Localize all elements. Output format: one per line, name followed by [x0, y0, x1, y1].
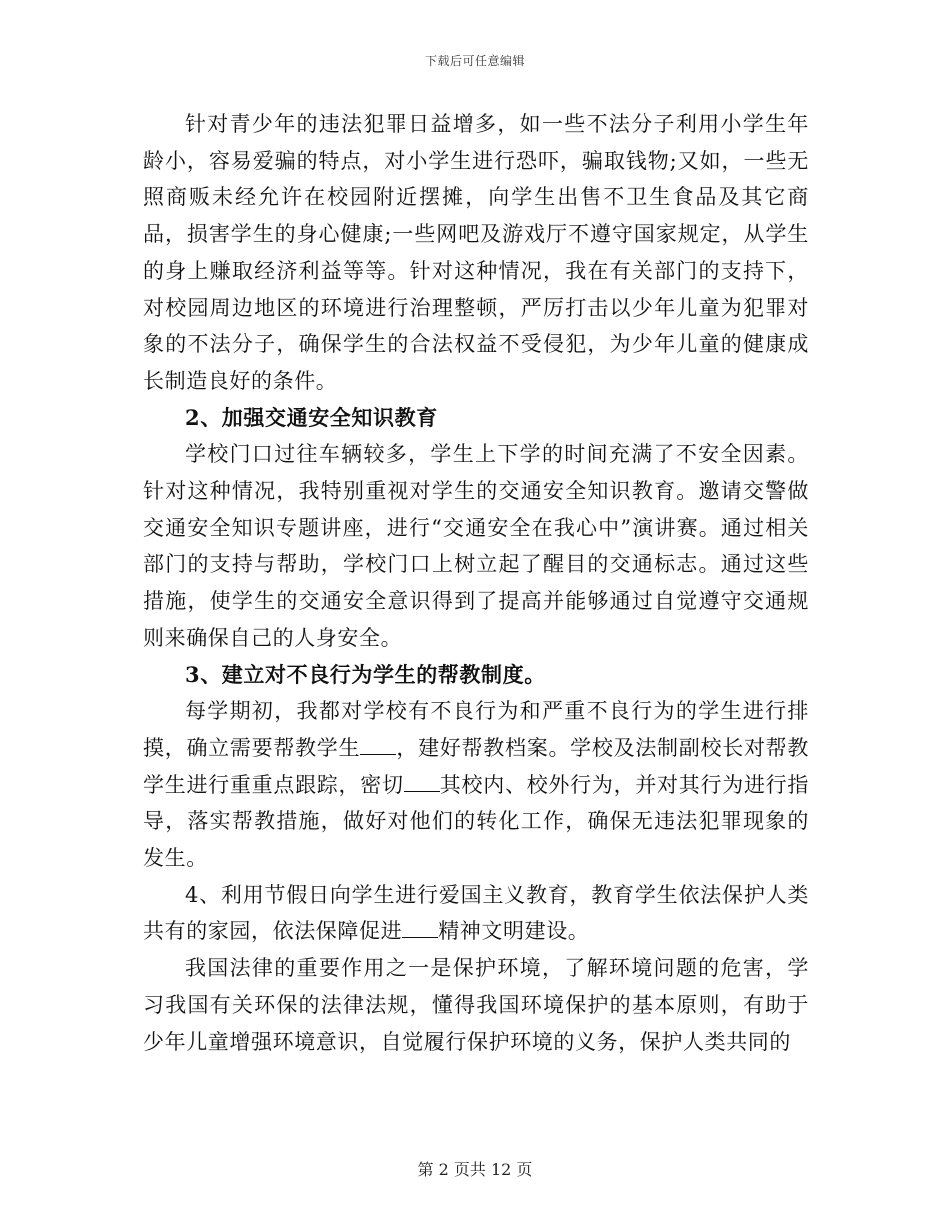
- paragraph-environment-law: 我国法律的重要作用之一是保护环境，了解环境问题的危害，学习我国有关环保的法律法规，懂得我国环境保护的基本原则，有助于少年儿童增强环境意识，自觉履行保护环境的义务，保护人类共同的: [143, 956, 809, 1054]
- paragraph-traffic-safety: 学校门口过往车辆较多，学生上下学的时间充满了不安全因素。针对这种情况，我特别重视对学生的交通安全知识教育。邀请交警做交通安全知识专题讲座，进行“交通安全在我心中”演讲赛。通过相关部门的支持与帮助，学校门口上树立起了醒目的交通标志。通过这些措施，使学生的交通安全意识得到了提高并能够通过自觉遵守交通规则来确保自己的人身安全。: [143, 442, 809, 650]
- paragraph-campus-environment: 针对青少年的违法犯罪日益增多，如一些不法分子利用小学生年龄小，容易爱骗的特点，对小学生进行恐吓，骗取钱物;又如，一些无照商贩未经允许在校园附近摆摊，向学生出售不卫生食品及其它商品，损害学生的身心健康;一些网吧及游戏厅不遵守国家规定，从学生的身上赚取经济利益等等。针对这种情况，我在有关部门的支持下，对校园周边地区的环境进行治理整顿，严厉打击以少年儿童为犯罪对象的不法分子，确保学生的合法权益不受侵犯，为少年儿童的健康成长制造良好的条件。: [143, 112, 809, 393]
- fill-blank: [402, 937, 438, 938]
- section-heading-mentoring-system: 3、建立对不良行为学生的帮教制度。: [185, 661, 546, 687]
- section-heading-traffic-safety: 2、加强交通安全知识教育: [185, 404, 438, 430]
- paragraph-patriotic-education: [143, 877, 809, 950]
- page-footer: 第 2 页共 12 页: [417, 1160, 533, 1179]
- paragraph-patriotic-part-1: 4、利用节假日向学生进行爱国主义教育，教育学生依法保护人类共有的家园，依法保障促进: [143, 882, 809, 944]
- paragraph-mentoring-part-1: 每学期初，我都对学校有不良行为和严重不良行为的学生进行排摸，确立需要帮教学生: [143, 699, 809, 760]
- document-body: [143, 106, 809, 1060]
- page-header: 下载后可任意编辑: [424, 54, 525, 68]
- paragraph-mentoring-part-2: ，建好帮教档案。学校及法制副校长对帮教学生进行重重点跟踪，密切: [143, 735, 810, 797]
- paragraph-mentoring-part-3: 其校内、校外行为，并对其行为进行指导，落实帮教措施，做好对他们的转化工作，确保无违法犯罪现象的发生。: [143, 772, 809, 871]
- paragraph-patriotic-part-2: 精神文明建设。: [438, 919, 590, 944]
- paragraph-mentoring-system: [143, 693, 809, 877]
- fill-blank: [360, 754, 396, 755]
- fill-blank: [404, 791, 440, 792]
